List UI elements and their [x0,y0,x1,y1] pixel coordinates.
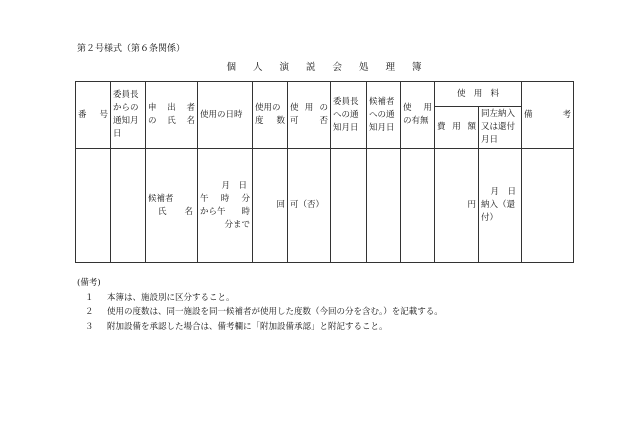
title-char: 会 [332,62,343,73]
note-number: １ [85,292,94,303]
cell-equipment [401,149,435,263]
document-title [75,59,573,73]
title-char: 理 [385,62,396,73]
ledger-table [75,81,574,263]
note-number: ２ [85,307,94,317]
header-number: 番 号 [76,82,111,149]
note-text: 本簿は、施設別に区分すること。 [107,292,235,303]
cell-fee-amount: 円 [435,149,479,263]
header-fee-amount: 費 用 額 [435,107,479,149]
header-permit: 使 用 の 可 否 [288,82,331,149]
header-to-chair: 委員長 への通 知月日 [331,82,367,149]
header-usage-count: 使用の 度 数 [253,82,288,149]
title-char: 簿 [412,62,422,73]
title-char: 処 [359,62,369,73]
cell-to-chair [331,149,367,263]
header-equipment: 使 用 の有無 [401,82,435,149]
notes-section [77,276,443,334]
note-item [77,320,443,335]
form-label: 第２号様式（第６条関係） [77,44,186,54]
note-text: 附加設備を承認した場合は、備考欄に「附加設備承認」と附記すること。 [107,321,388,332]
cell-datetime: 月 日 午 時 分 から午 時 分まで [198,149,253,263]
header-datetime: 使用の日時 [198,82,253,149]
header-chair-notice: 委員長 からの 通知月 日 [111,82,146,149]
cell-applicant: 候補者 氏 名 [146,149,198,263]
header-to-candidate: 候補者 への通 知月日 [367,82,401,149]
cell-permit: 可（否） [288,149,331,263]
note-text: 使用の度数は、同一施設を同一候補者が使用した度数（今回の分を含む。）を記載する。 [107,307,443,317]
header-fee-group: 使 用 料 [435,82,522,107]
notes-heading: (備考) [77,278,101,288]
title-char: 個 [226,62,236,73]
note-item [77,291,443,306]
cell-remarks [522,149,574,263]
cell-number [76,149,111,263]
title-char: 演 [279,62,289,73]
cell-to-candidate [367,149,401,263]
cell-usage-count: 回 [253,149,288,263]
note-number: ３ [85,321,94,332]
cell-fee-paid: 月 日 納入（還 付） [479,149,522,263]
table-row [76,149,574,263]
title-char: 人 [252,62,263,73]
header-applicant: 申 出 者 の 氏 名 [146,82,198,149]
header-fee-paid: 同左納入 又は還付 月日 [479,107,522,149]
header-remarks: 備 考 [522,82,574,149]
title-char: 説 [305,62,316,73]
note-item [77,305,443,320]
cell-chair-notice [111,149,146,263]
